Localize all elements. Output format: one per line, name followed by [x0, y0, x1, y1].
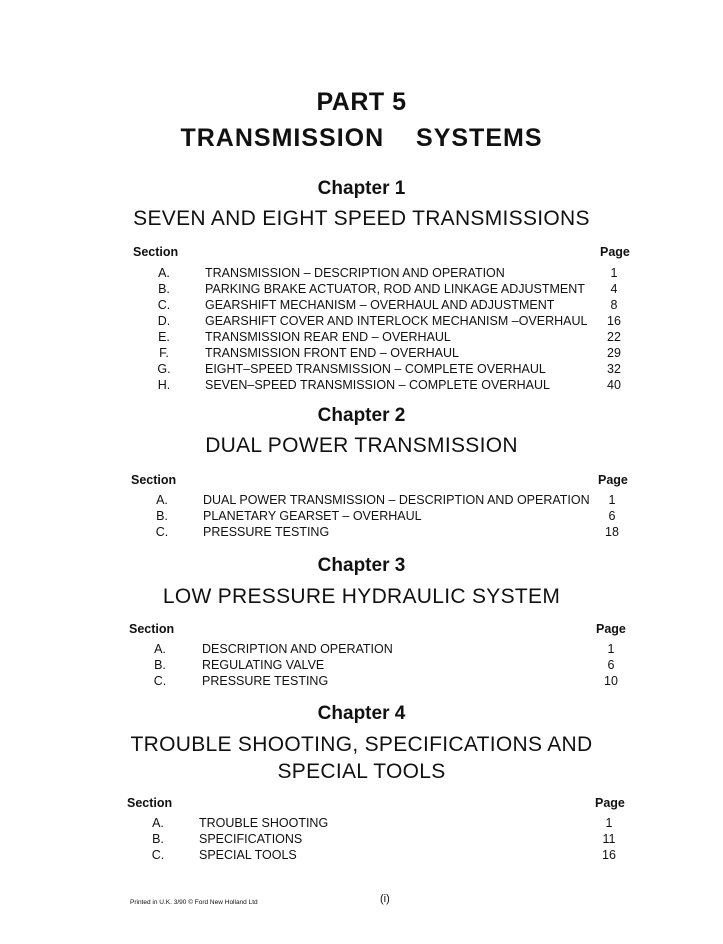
toc-page: 11: [602, 832, 616, 846]
toc-row[interactable]: [0, 361, 723, 377]
toc-letter: B.: [152, 832, 164, 846]
toc-row[interactable]: [0, 673, 723, 689]
chapter-2-title: DUAL POWER TRANSMISSION: [205, 434, 518, 457]
toc-title: DUAL POWER TRANSMISSION – DESCRIPTION AND OPERATION: [203, 493, 590, 507]
footer-page-number: (i): [380, 893, 390, 905]
toc-title: GEARSHIFT COVER AND INTERLOCK MECHANISM –OVERHAUL: [205, 314, 588, 328]
toc-row[interactable]: [0, 492, 723, 508]
toc-letter: H.: [157, 378, 171, 392]
toc-letter: G.: [157, 362, 171, 376]
chapter-1-page-header: Page: [600, 245, 630, 259]
toc-page: 6: [607, 658, 615, 672]
chapter-1-label: Chapter 1: [317, 178, 406, 199]
toc-letter: C.: [151, 848, 165, 862]
chapter-3-title: LOW PRESSURE HYDRAULIC SYSTEM: [162, 585, 561, 608]
toc-title: TRANSMISSION REAR END – OVERHAUL: [205, 330, 451, 344]
chapter-3-label: Chapter 3: [317, 555, 406, 576]
toc-row[interactable]: [0, 297, 723, 313]
toc-letter: A.: [156, 493, 168, 507]
toc-row[interactable]: [0, 265, 723, 281]
part-number: PART 5: [316, 88, 407, 116]
toc-title: SEVEN–SPEED TRANSMISSION – COMPLETE OVERHAUL: [205, 378, 551, 392]
chapter-4-title-line1: TROUBLE SHOOTING, SPECIFICATIONS AND: [130, 733, 593, 756]
toc-letter: A.: [158, 266, 170, 280]
toc-page: 4: [610, 282, 618, 296]
toc-row[interactable]: [0, 831, 723, 847]
toc-row[interactable]: [0, 508, 723, 524]
toc-page: 16: [607, 314, 621, 328]
toc-page: 1: [610, 266, 618, 280]
toc-letter: B.: [156, 509, 168, 523]
toc-letter: B.: [154, 658, 166, 672]
toc-letter: A.: [152, 816, 164, 830]
toc-row[interactable]: [0, 377, 723, 393]
toc-page: 16: [602, 848, 616, 862]
chapter-2-page-header: Page: [598, 473, 628, 487]
part-title: TRANSMISSION SYSTEMS: [180, 124, 543, 152]
toc-page: 6: [608, 509, 616, 523]
toc-title: DESCRIPTION AND OPERATION: [202, 642, 393, 656]
toc-page: 1: [607, 642, 615, 656]
toc-letter: B.: [158, 282, 170, 296]
chapter-2-section-header: Section: [131, 473, 177, 487]
toc-title: TROUBLE SHOOTING: [199, 816, 329, 830]
toc-title: PLANETARY GEARSET – OVERHAUL: [203, 509, 422, 523]
toc-title: SPECIFICATIONS: [199, 832, 303, 846]
toc-row[interactable]: [0, 329, 723, 345]
toc-page: 32: [607, 362, 621, 376]
toc-title: GEARSHIFT MECHANISM – OVERHAUL AND ADJUSTMENT: [205, 298, 555, 312]
toc-row[interactable]: [0, 281, 723, 297]
toc-title: EIGHT–SPEED TRANSMISSION – COMPLETE OVERHAUL: [205, 362, 546, 376]
chapter-1-section-header: Section: [133, 245, 179, 259]
toc-letter: C.: [153, 674, 167, 688]
toc-letter: C.: [157, 298, 171, 312]
toc-page: 1: [605, 816, 613, 830]
toc-letter: D.: [157, 314, 171, 328]
toc-letter: A.: [154, 642, 166, 656]
toc-row[interactable]: [0, 641, 723, 657]
footer-printed: Printed in U.K. 3/90 © Ford New Holland Ltd: [130, 899, 258, 906]
toc-row[interactable]: [0, 524, 723, 540]
toc-title: TRANSMISSION – DESCRIPTION AND OPERATION: [205, 266, 505, 280]
toc-page: 10: [604, 674, 618, 688]
toc-title: REGULATING VALVE: [202, 658, 325, 672]
chapter-3-section-header: Section: [129, 622, 175, 636]
toc-title: PRESSURE TESTING: [203, 525, 330, 539]
toc-row[interactable]: [0, 657, 723, 673]
chapter-1-title: SEVEN AND EIGHT SPEED TRANSMISSIONS: [133, 207, 590, 230]
chapter-4-page-header: Page: [595, 796, 625, 810]
toc-row[interactable]: [0, 847, 723, 863]
chapter-2-label: Chapter 2: [317, 405, 406, 426]
toc-letter: C.: [155, 525, 169, 539]
toc-letter: E.: [158, 330, 170, 344]
toc-page: 8: [610, 298, 618, 312]
toc-page: 29: [607, 346, 621, 360]
toc-title: PARKING BRAKE ACTUATOR, ROD AND LINKAGE ADJUSTMENT: [205, 282, 585, 296]
toc-page: 1: [608, 493, 616, 507]
chapter-4-label: Chapter 4: [317, 703, 406, 724]
toc-title: SPECIAL TOOLS: [199, 848, 297, 862]
chapter-4-section-header: Section: [127, 796, 173, 810]
toc-letter: F.: [159, 346, 169, 360]
chapter-3-page-header: Page: [596, 622, 626, 636]
toc-title: TRANSMISSION FRONT END – OVERHAUL: [205, 346, 459, 360]
toc-row[interactable]: [0, 313, 723, 329]
toc-title: PRESSURE TESTING: [202, 674, 329, 688]
toc-row[interactable]: [0, 345, 723, 361]
toc-page: 18: [605, 525, 619, 539]
toc-page: 22: [607, 330, 621, 344]
chapter-4-title-line2: SPECIAL TOOLS: [277, 760, 446, 783]
toc-row[interactable]: [0, 815, 723, 831]
toc-page: 40: [607, 378, 621, 392]
